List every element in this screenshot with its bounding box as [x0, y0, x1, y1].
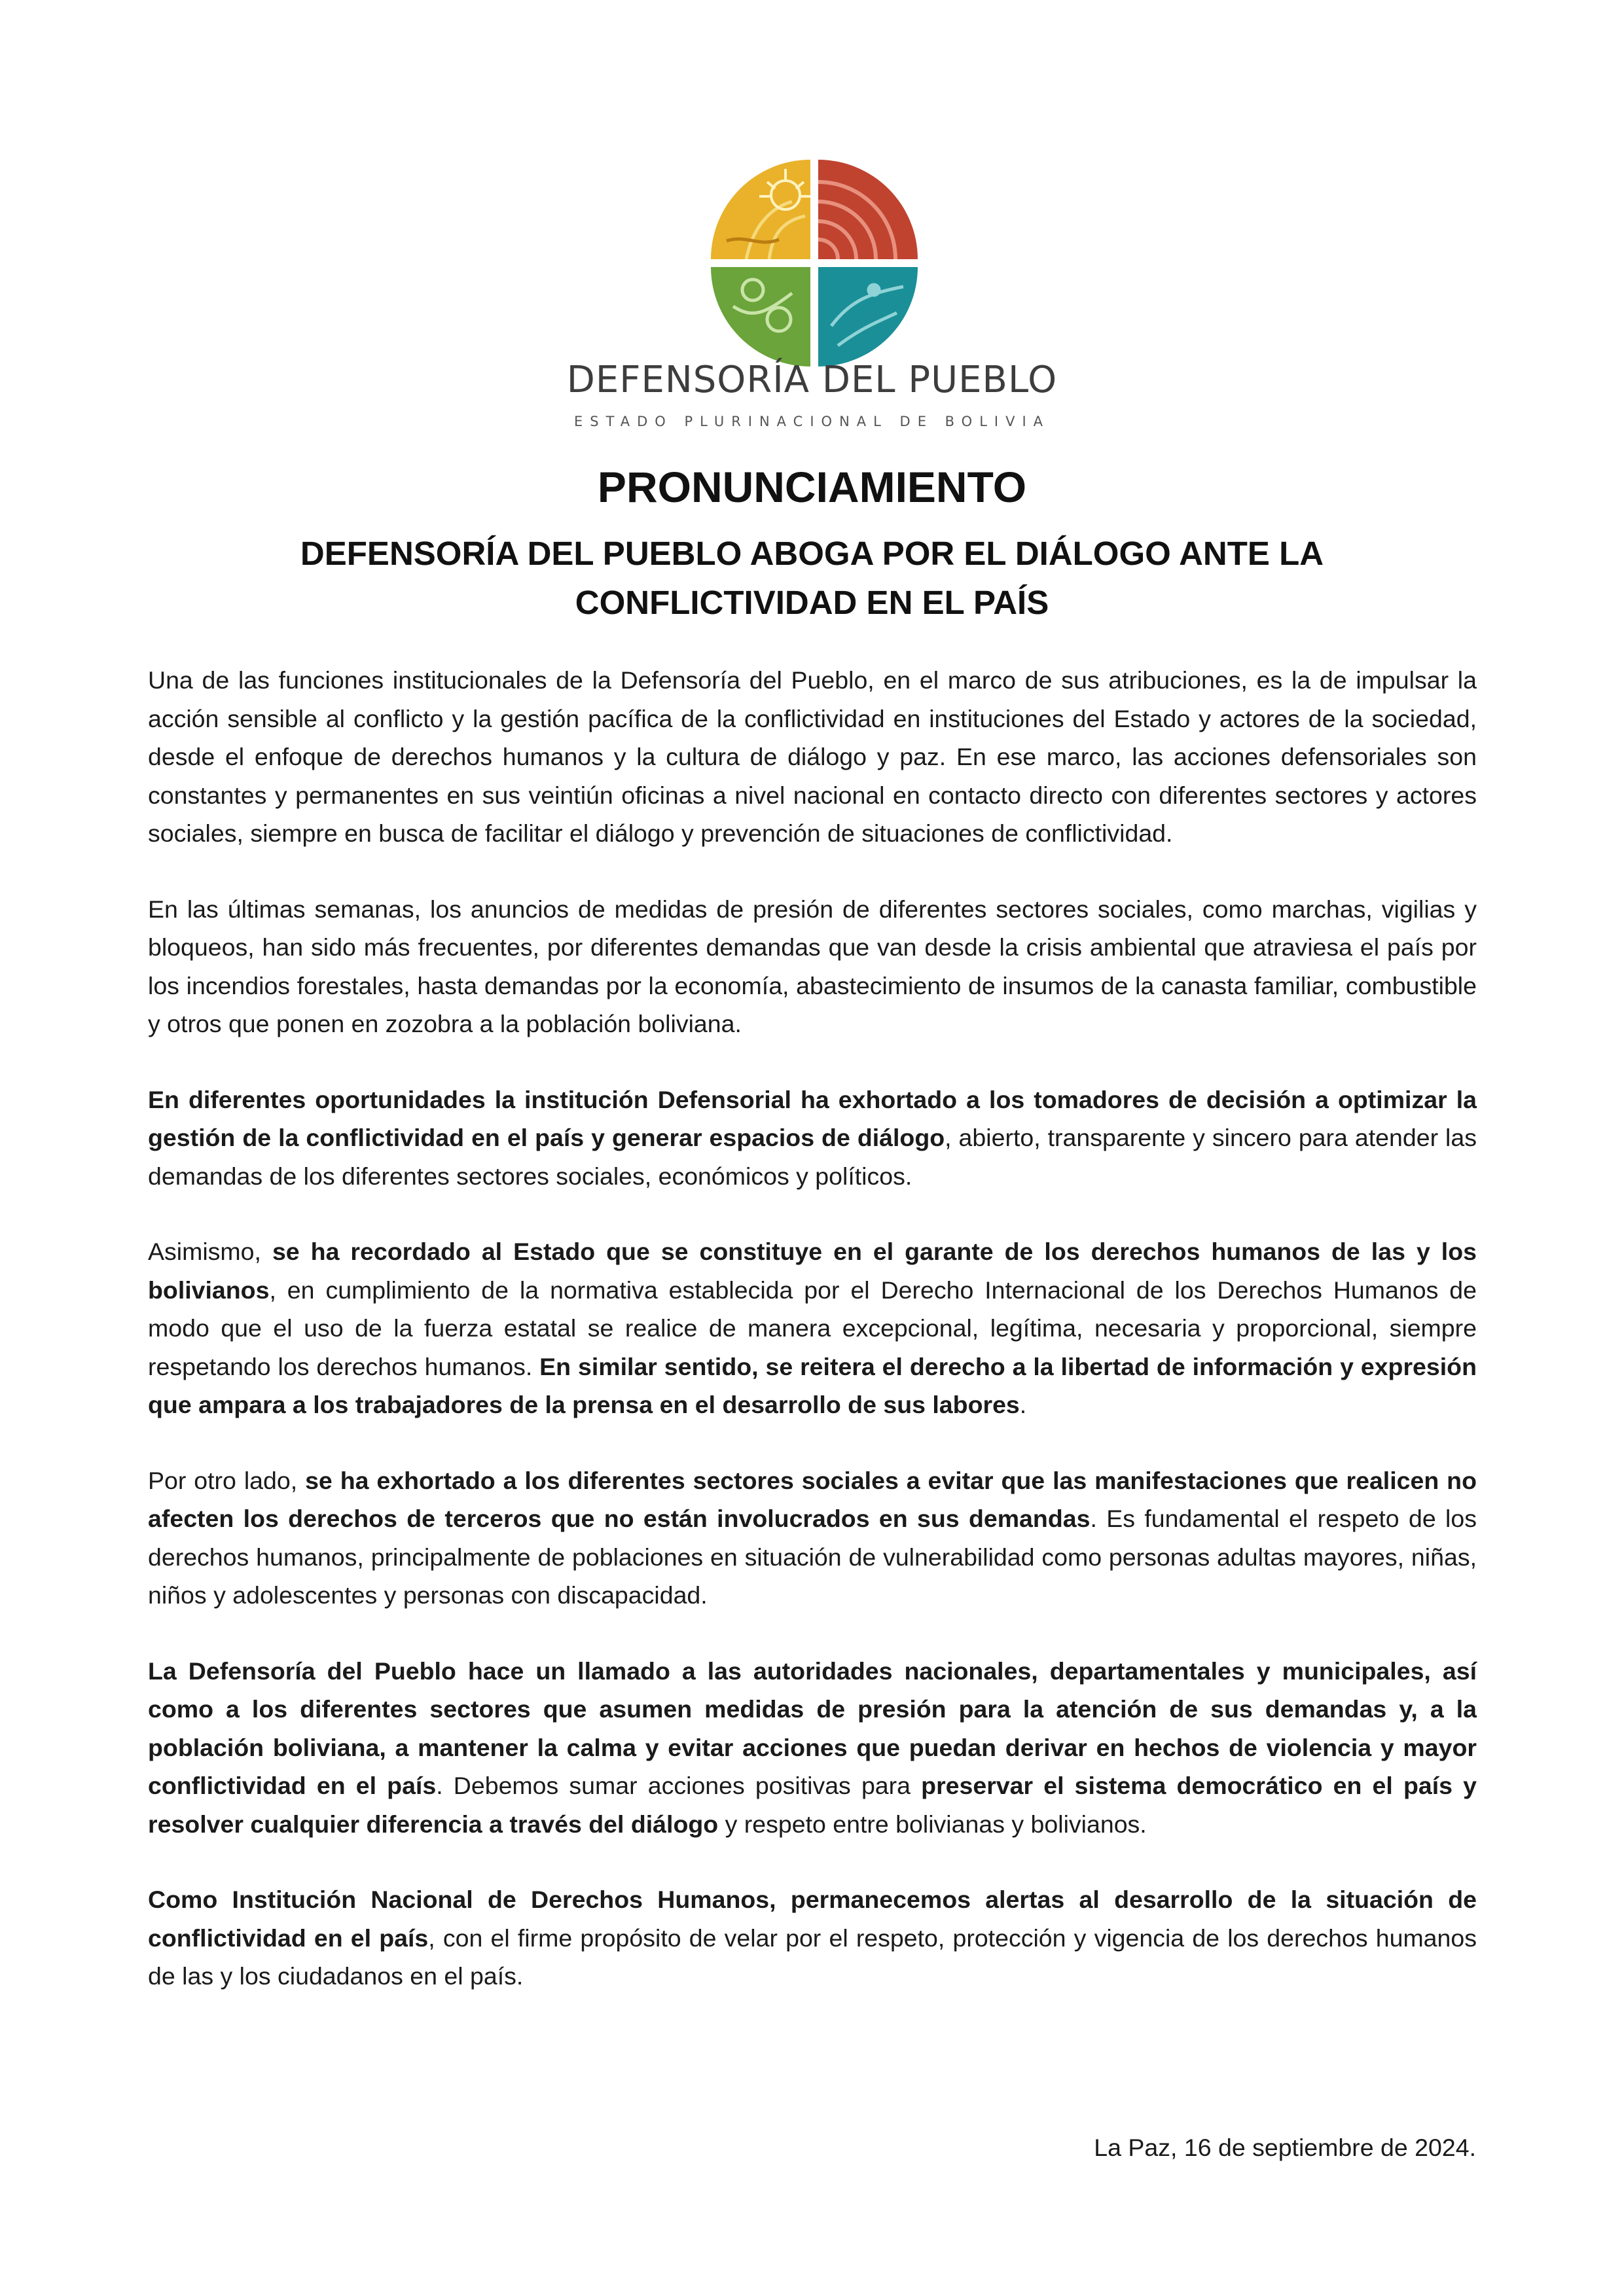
paragraph-3: En diferentes oportunidades la institución Defensorial ha exhortado a los tomadores de decisión a optimizar la gestión de la conflictividad en el país y generar espacios de diálogo, abierto, transparente y sincero para atender las demandas de los diferentes sectores sociales, económicos y políticos. — [148, 1085, 1477, 1190]
paragraph-5: Por otro lado, se ha exhortado a los diferentes sectores sociales a evitar que las manifestaciones que realicen no afecten los derechos de terceros que no están involucrados en sus demandas. Es fundamental el respeto de los derechos humanos, principalmente de poblaciones en situación de vulnerabilidad como personas adultas mayores, niñas, niños y adolescentes y personas con discapacidad. — [148, 1466, 1477, 1609]
paragraph-6: La Defensoría del Pueblo hace un llamado a las autoridades nacionales, departamentales y municipales, así como a los diferentes sectores que asumen medidas de presión para la atención de sus demandas y, a la población boliviana, a mantener la calma y evitar acciones que puedan derivar en hechos de violencia y mayor conflictividad en el país. Debemos sumar acciones positivas para preservar el sistema democrático en el país y resolver cualquier diferencia a través del diálogo y respeto entre bolivianas y bolivianos. — [148, 1657, 1477, 1838]
org-subtitle: ESTADO PLURINACIONAL DE BOLIVIA — [573, 414, 1051, 429]
paragraph-7: Como Institución Nacional de Derechos Humanos, permanecemos alertas al desarrollo de la situación de conflictividad en el país, con el firme propósito de velar por el respeto, protección y vigencia de los derechos humanos de las y los ciudadanos en el país. — [148, 1886, 1477, 1990]
logo-quadrant-teal — [818, 267, 918, 367]
document-body — [148, 661, 1477, 2033]
place-date-signoff: La Paz, 16 de septiembre de 2024. — [1094, 2134, 1476, 2161]
paragraph-4: Asimismo, se ha recordado al Estado que se constituye en el garante de los derechos humanos de las y los bolivianos, en cumplimiento de la normativa establecida por el Derecho Internacional de los Derechos Humanos de modo que el uso de la fuerza estatal se realice de manera excepcional, legítima, necesaria y proporcional, siempre respetando los derechos humanos. En similar sentido, se reitera el derecho a la libertad de información y expresión que ampara a los trabajadores de la prensa en el desarrollo de sus labores. — [148, 1238, 1477, 1418]
document-subtitle: DEFENSORÍA DEL PUEBLO ABOGA POR EL DIÁLOGO ANTE LA CONFLICTIVIDAD EN EL PAÍS — [300, 535, 1324, 621]
paragraph-1: Una de las funciones institucionales de la Defensoría del Pueblo, en el marco de sus atribuciones, es la de impulsar la acción sensible al conflicto y la gestión pacífica de la conflictividad en instituciones del Estado y actores de la sociedad, desde el enfoque de derechos humanos y la cultura de diálogo y paz. En ese marco, las acciones defensoriales son constantes y permanentes en sus veintiún oficinas a nivel nacional en contacto directo con diferentes sectores y actores sociales, siempre en busca de facilitar el diálogo y prevención de situaciones de conflictividad. — [148, 666, 1477, 847]
defensoria-logo — [707, 156, 922, 370]
org-name: DEFENSORÍA DEL PUEBLO — [566, 359, 1058, 401]
logo-quadrant-yellow — [711, 160, 810, 259]
document-title: PRONUNCIAMIENTO — [597, 463, 1027, 511]
paragraph-2: En las últimas semanas, los anuncios de medidas de presión de diferentes sectores sociales, como marchas, vigilias y bloqueos, han sido más frecuentes, por diferentes demandas que van desde la crisis ambiental que atraviesa el país por los incendios forestales, hasta demandas por la economía, abastecimiento de insumos de la canasta familiar, combustible y otros que ponen en zozobra a la población boliviana. — [148, 895, 1477, 1037]
